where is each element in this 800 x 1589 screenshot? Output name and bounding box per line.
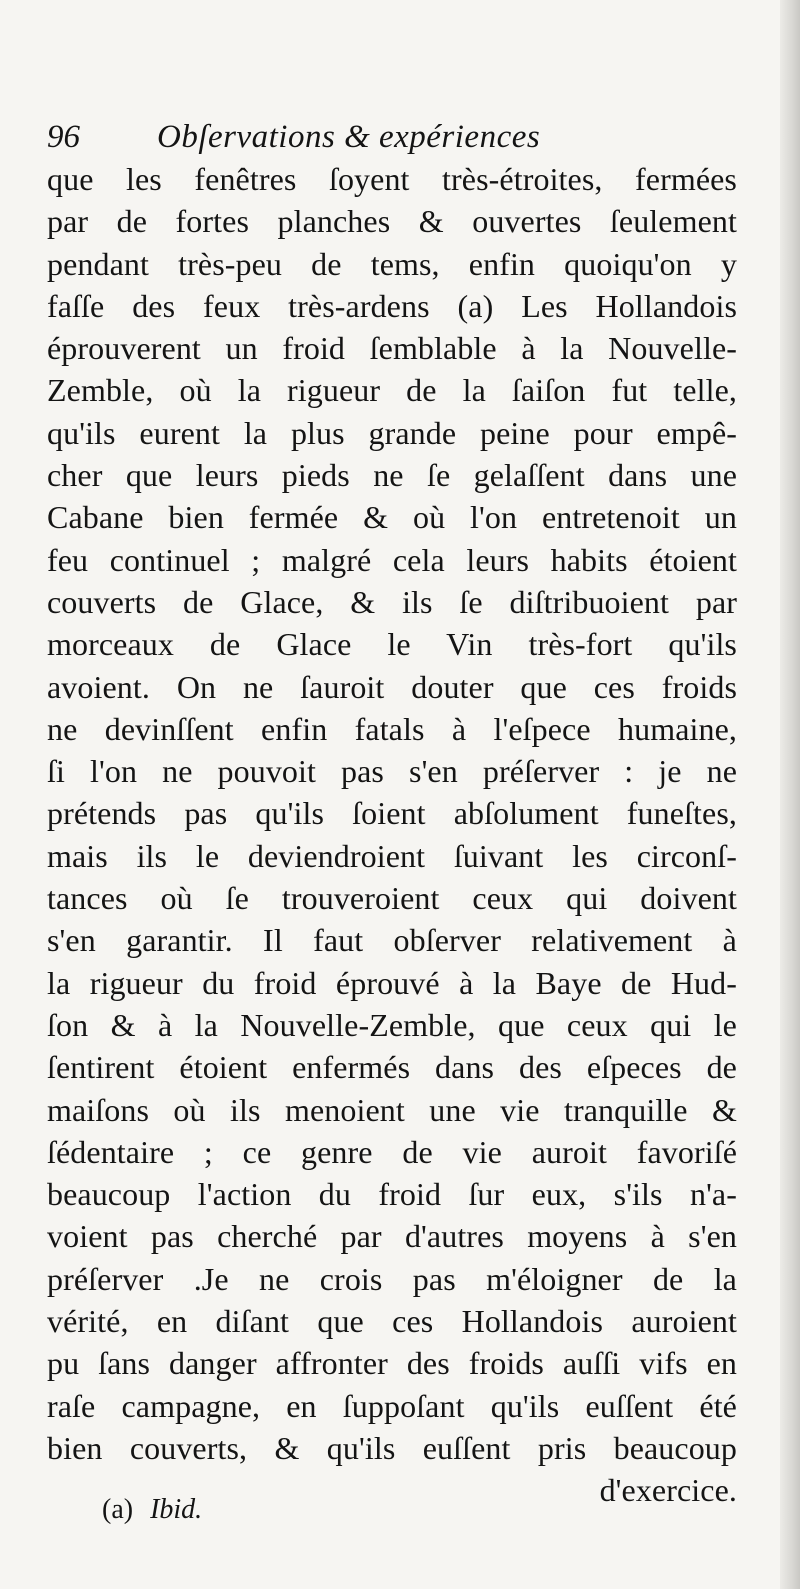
text-line: morceaux de Glace le Vin très-fort qu'ils [47, 626, 737, 663]
text-line: tances où ſe trouveroient ceux qui doivent [47, 880, 737, 917]
text-line: par de fortes planches & ouvertes ſeulement [47, 203, 737, 240]
footnote-marker: (a) [102, 1494, 134, 1525]
text-line: Zemble, où la rigueur de la ſaiſon fut telle, [47, 372, 737, 409]
text-line: beaucoup l'action du froid ſur eux, s'ils n'a- [47, 1176, 737, 1213]
text-line-final: d'exercice. [599, 1472, 737, 1509]
text-line: cher que leurs pieds ne ſe gelaſſent dans une [47, 457, 737, 494]
text-line: prétends pas qu'ils ſoient abſolument funeſtes, [47, 795, 737, 832]
text-line: ne devinſſent enfin fatals à l'eſpece humaine, [47, 710, 737, 747]
text-line: voient pas cherché par d'autres moyens à s'en [47, 1218, 737, 1255]
text-line: raſe campagne, en ſuppoſant qu'ils euſſent été [47, 1387, 737, 1424]
text-line: ſi l'on ne pouvoit pas s'en préſerver : je ne [47, 753, 737, 790]
footnote-text: Ibid. [150, 1494, 203, 1525]
text-line: bien couverts, & qu'ils euſſent pris beaucoup [47, 1429, 737, 1466]
text-line: feu continuel ; malgré cela leurs habits étoient [47, 541, 737, 578]
footnote [102, 1492, 202, 1528]
text-line: éprouverent un froid ſemblable à la Nouvelle- [47, 330, 737, 367]
page-number: 96 [47, 119, 80, 155]
text-line: ſentirent étoient enfermés dans des eſpeces de [47, 1049, 737, 1086]
page-gutter-shadow [780, 0, 800, 1589]
text-line: s'en garantir. Il faut obſerver relativement à [47, 922, 737, 959]
text-line: préſerver .Je ne crois pas m'éloigner de la [47, 1260, 737, 1297]
text-line: faſſe des feux très-ardens (a) Les Hollandois [47, 287, 737, 324]
text-line: ſon & à la Nouvelle-Zemble, que ceux qui le [47, 1006, 737, 1043]
text-line: pu ſans danger affronter des froids auſſi vifs en [47, 1345, 737, 1382]
text-line: Cabane bien fermée & où l'on entretenoit un [47, 499, 737, 536]
text-line: pendant très-peu de tems, enfin quoiqu'on y [47, 245, 737, 282]
text-line: ſédentaire ; ce genre de vie auroit favoriſé [47, 1133, 737, 1170]
text-line: mais ils le deviendroient ſuivant les circonſ- [47, 837, 737, 874]
text-line: maiſons où ils menoient une vie tranquille & [47, 1091, 737, 1128]
text-line: avoient. On ne ſauroit douter que ces froids [47, 668, 737, 705]
text-line: vérité, en diſant que ces Hollandois auroient [47, 1303, 737, 1340]
text-line: que les fenêtres ſoyent très-étroites, fermées [47, 161, 737, 197]
running-title: Obſervations & expériences [157, 119, 541, 155]
body-text [47, 158, 737, 1512]
text-line: qu'ils eurent la plus grande peine pour empê- [47, 414, 737, 451]
text-line: couverts de Glace, & ils ſe diſtribuoient par [47, 583, 737, 620]
running-head [47, 112, 747, 162]
text-line: la rigueur du froid éprouvé à la Baye de Hud- [47, 964, 737, 1001]
